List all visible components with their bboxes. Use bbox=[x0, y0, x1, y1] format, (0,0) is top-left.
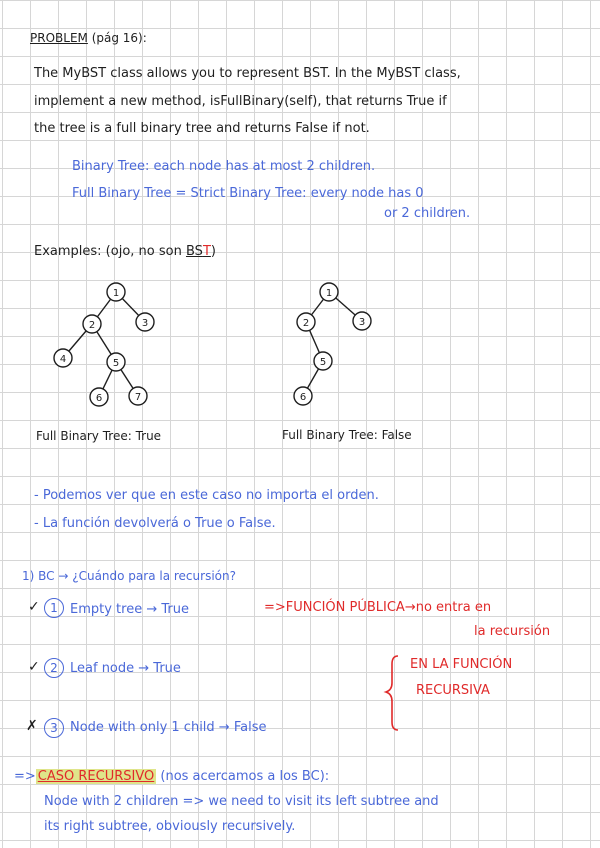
intro-line-3: the tree is a full binary tree and returns False if not. bbox=[34, 121, 370, 136]
recursive-line-3: its right subtree, obviously recursively. bbox=[44, 819, 296, 834]
case3-number: 3 bbox=[44, 718, 64, 738]
tree1-node-label: 1 bbox=[112, 288, 120, 299]
tree2-caption: Full Binary Tree: False bbox=[282, 428, 412, 442]
red-brace bbox=[386, 656, 398, 730]
case3-text: Node with only 1 child → False bbox=[70, 720, 267, 735]
heading-title: PROBLEM bbox=[30, 31, 88, 45]
intro-line-1: The MyBST class allows you to represent BST. In the MyBST class, bbox=[34, 66, 461, 81]
brace-note-1: EN LA FUNCIÓN bbox=[410, 657, 513, 672]
definition-binary-tree: Binary Tree: each node has at most 2 children. bbox=[72, 159, 376, 174]
recursive-arrow: => bbox=[14, 769, 36, 784]
tree2-node-label: 2 bbox=[302, 318, 310, 329]
check-icon: ✓ bbox=[28, 599, 40, 615]
tree1-node-label: 6 bbox=[95, 393, 103, 404]
recursive-highlight: CASO RECURSIVO bbox=[37, 769, 155, 784]
tree2-node-label: 3 bbox=[358, 317, 366, 328]
note-line-1: - Podemos ver que en este caso no importa el orden. bbox=[34, 488, 379, 503]
heading-page: (pág 16): bbox=[91, 31, 147, 45]
case1-text: Empty tree → True bbox=[70, 602, 189, 617]
tree1-node-label: 5 bbox=[112, 358, 120, 369]
tree2-node-label: 6 bbox=[299, 392, 307, 403]
case1-number: 1 bbox=[44, 598, 64, 618]
definition-full-binary-1: Full Binary Tree = Strict Binary Tree: every node has 0 bbox=[72, 186, 424, 201]
base-cases-header: 1) BC → ¿Cuándo para la recursión? bbox=[22, 569, 236, 583]
brace-note-2: RECURSIVA bbox=[416, 683, 490, 698]
case1-red-note-2: la recursión bbox=[474, 624, 551, 639]
tree2-node-label: 1 bbox=[325, 288, 333, 299]
cross-icon: ✗ bbox=[26, 718, 38, 734]
examples-label: Examples: (ojo, no son BST) bbox=[34, 244, 216, 259]
tree1-node-label: 4 bbox=[59, 354, 67, 365]
case2-text: Leaf node → True bbox=[70, 661, 181, 676]
case2-number: 2 bbox=[44, 658, 64, 678]
tree1-caption: Full Binary Tree: True bbox=[36, 429, 162, 443]
tree1-node-label: 7 bbox=[134, 392, 142, 403]
note-line-2: - La función devolverá o True o False. bbox=[34, 516, 276, 531]
tree1-node-label: 3 bbox=[141, 318, 149, 329]
definition-full-binary-2: or 2 children. bbox=[384, 206, 471, 221]
case1-red-note-1: =>FUNCIÓN PÚBLICA→no entra en bbox=[264, 600, 492, 615]
intro-line-2: implement a new method, isFullBinary(self), that returns True if bbox=[34, 94, 447, 109]
tree1-node-label: 2 bbox=[88, 320, 96, 331]
recursive-line-2: Node with 2 children => we need to visit its left subtree and bbox=[44, 794, 439, 809]
tree2-node-label: 5 bbox=[319, 357, 327, 368]
check-icon: ✓ bbox=[28, 659, 40, 675]
recursive-line-1 bbox=[14, 770, 329, 783]
recursive-rest: (nos acercamos a los BC): bbox=[160, 769, 330, 784]
bst-word: BST bbox=[185, 244, 211, 259]
